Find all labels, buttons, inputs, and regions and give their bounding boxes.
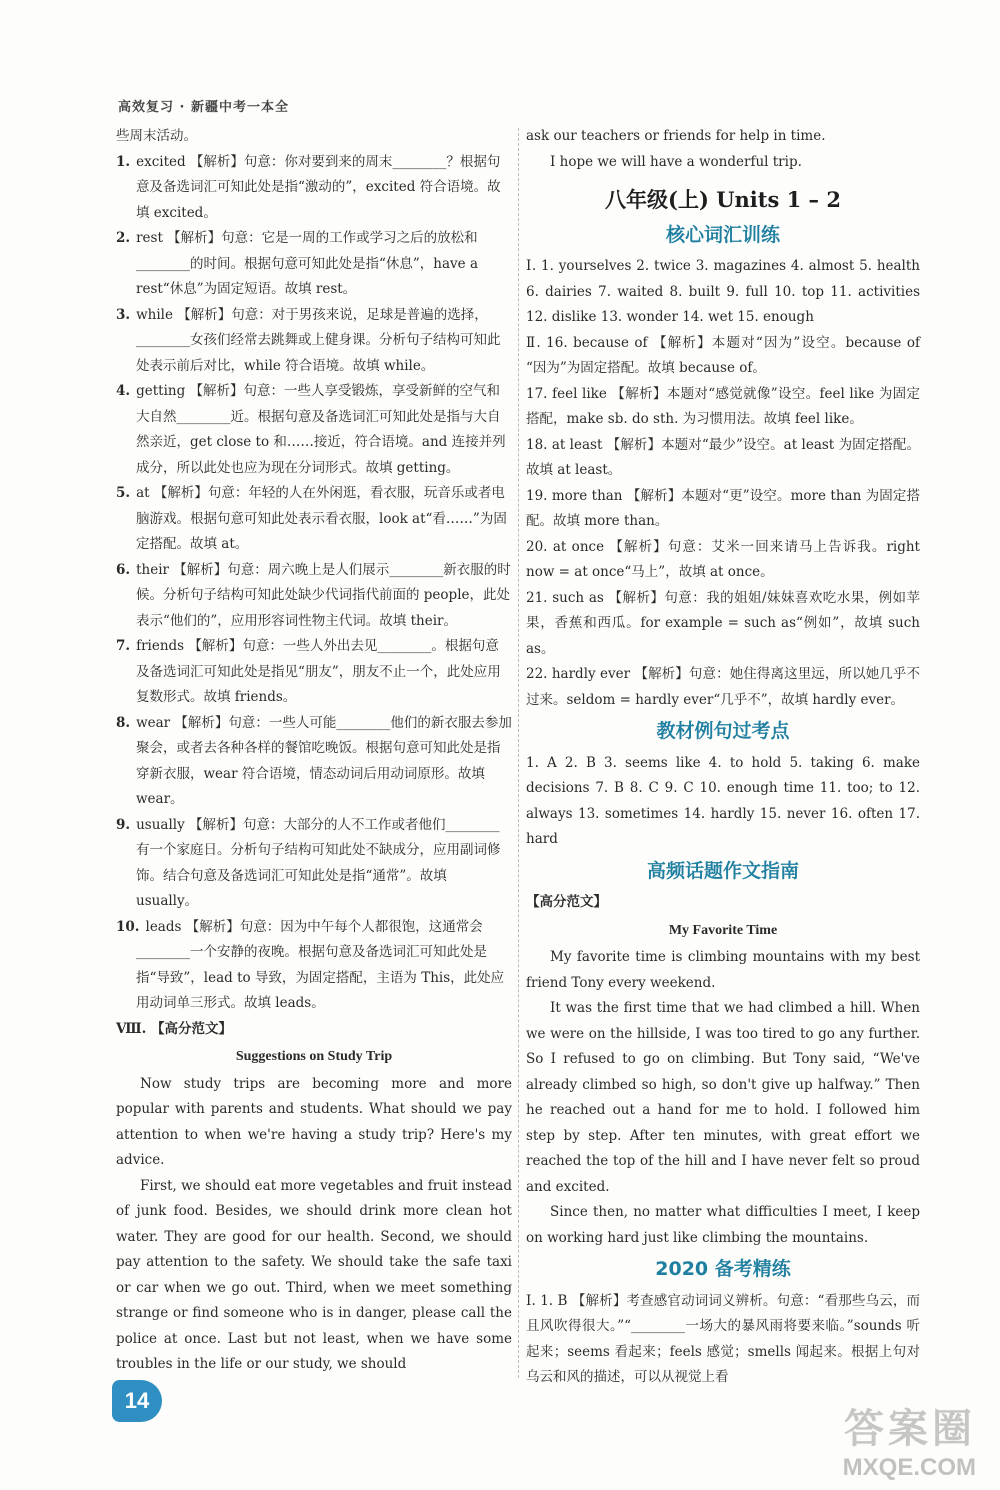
textbook-answers: 1. A 2. B 3. seems like 4. to hold 5. taking 6. make decisions 7. B 8. C 9. C 10. enough time 11. too; to 12. always 13. sometimes 14. hardly 15. never 16. often 17. hard: [526, 754, 920, 847]
essay-paragraph: Now study trips are becoming more and more popular with parents and students. What should we pay attention to when we're having a study trip? Here's my advice.: [116, 1075, 512, 1168]
intro-line: 些周末活动。: [116, 128, 197, 144]
vocab-item: 18. at least 【解析】本题对“最少”设空。at least 为固定搭配。故填 at least。: [526, 436, 920, 478]
watermark-logo: 答案圈: [844, 1407, 976, 1451]
answer-item-4: 4. getting 【解析】句意：一些人享受锻炼，享受新鲜的空气和大自然________近。根据句意及备选词汇可知此处是指与大自然亲近，get close to 和……接近，符合语境。and 连接并列成分，所以此处也应为现在分词形式。故填 getting。: [116, 383, 506, 476]
essay-paragraph: First, we should eat more vegetables and fruit instead of junk food. Besides, we should drink more clean hot water. They are good for our health. Second, we should pay attention to the safety. We should take the safe taxi or car when we go out. Third, when we meet something strange or find someone who is in danger, please call the police at once. Last but not least, when we have some troubles in the life or our study, we should: [116, 1177, 512, 1372]
essay-paragraph: It was the first time that we had climbed a hill. When we were on the hillside, I was too tired to go any further. So I refused to go on climbing. But Tony said, “We've already climbed so high, so don't give up halfway.” Then he reached out a hand for me to hold. I followed him step by step. After ten minutes, with great effort we reached the top of the hill and I have never felt so proud and excited.: [526, 1000, 920, 1195]
vocab-item: 19. more than 【解析】本题对“更”设空。more than 为固定搭配。故填 more than。: [526, 487, 920, 529]
answer-list: [116, 150, 512, 1017]
column-divider: [518, 128, 520, 1378]
vocab-item: 17. feel like 【解析】本题对“感觉就像”设空。feel like 为固定搭配，make sb. do sth. 为习惯用法。故填 feel like。: [526, 385, 920, 427]
essay-paragraph: Since then, no matter what difficulties I meet, I keep on working hard just like climbing the mountains.: [526, 1204, 920, 1246]
vocab-answers-part1: Ⅰ. 1. yourselves 2. twice 3. magazines 4. almost 5. health 6. dairies 7. waited 8. built 9. full 10. top 11. activities 12. dislike 13. wonder 14. wet 15. enough: [526, 258, 920, 325]
section-8-label: Ⅷ. 【高分范文】: [116, 1020, 233, 1037]
answer-item-10: 10. leads 【解析】句意：因为中午每个人都很饱，这通常会________一个安静的夜晚。根据句意及备选词汇可知此处是指“导致”，lead to 导致，为固定搭配，主语为 This，此处应用动词单三形式。故填 leads。: [116, 918, 505, 1011]
essay-title-favorite-time: My Favorite Time: [668, 922, 778, 938]
prep-heading: 2020 备考精练: [655, 1258, 791, 1280]
answer-item-9: 9. usually 【解析】句意：大部分的人不工作或者他们________有一个家庭日。分析句子结构可知此处不缺成分，应用副词修饰。结合句意及备选词汇可知此处是指“通常”。故填 usually。: [116, 816, 501, 909]
vocab-heading: 核心词汇训练: [665, 223, 780, 246]
right-column: [526, 124, 920, 1391]
answer-item-1: 1. excited 【解析】句意：你对要到来的周末________？根据句意及备选词汇可知此处是指“激动的”，excited 符合语境。故填 excited。: [116, 153, 501, 221]
answer-item-2: 2. rest 【解析】句意：它是一周的工作或学习之后的放松和________的时间。根据句意可知此处是指“休息”，have a rest“休息”为固定短语。故填 rest。: [116, 230, 479, 297]
answer-item-7: 7. friends 【解析】句意：一些人外出去见________。根据句意及备选词汇可知此处是指见“朋友”，朋友不止一个，此处应用复数形式。故填 friends。: [116, 638, 501, 705]
vocab-item: 21. such as 【解析】句意：我的姐姐/妹妹喜欢吃水果，例如苹果，香蕉和西瓜。for example = such as“例如”，故填 such as。: [526, 589, 920, 657]
writing-heading: 高频话题作文指南: [646, 859, 799, 882]
answer-item-8: 8. wear 【解析】句意：一些人可能________他们的新衣服去参加聚会，或者去各种各样的餐馆吃晚饭。根据句意可知此处是指穿新衣服，wear 符合语境，情态动词后用动词原形。故填 wear。: [116, 714, 512, 807]
vocab-item: Ⅱ. 16. because of 【解析】本题对“因为”设空。because of “因为”为固定搭配。故填 because of。: [526, 334, 920, 376]
answer-item-5: 5. at 【解析】句意：年轻的人在外闲逛，看衣服，玩音乐或者电脑游戏。根据句意可知此处表示看衣服，look at“看……”为固定搭配。故填 at。: [116, 485, 507, 552]
answer-item-3: 3. while 【解析】句意：对于男孩来说，足球是普遍的选择，________女孩们经常去跳舞或上健身课。分析句子结构可知此处表示前后对比，while 符合语境。故填 while。: [116, 306, 501, 374]
unit-section-title: 八年级(上) Units 1 – 2: [605, 187, 841, 212]
essay-paragraph: My favorite time is climbing mountains with my best friend Tony every weekend.: [526, 949, 920, 991]
essay-title-study-trip: Suggestions on Study Trip: [235, 1049, 393, 1064]
vocab-item: 20. at once 【解析】句意：艾米一回来请马上告诉我。right now = at once“马上”，故填 at once。: [526, 538, 920, 580]
answer-item-6: 6. their 【解析】句意：周六晚上是人们展示________新衣服的时候。分析句子结构可知此处缺少代词指代前面的 people，此处表示“他们的”，应用形容词性物主代词。故填 their。: [116, 561, 511, 629]
model-essay-label: 【高分范文】: [526, 894, 607, 910]
essay-continuation: ask our teachers or friends for help in time.: [526, 128, 826, 144]
page-number-badge: 14: [112, 1380, 162, 1422]
prep-item: Ⅰ. 1. B 【解析】考查感官动词词义辨析。句意：“看那些乌云，而且风吹得很大。”“________一场大的暴风雨将要来临。”sounds 听起来；seems 看起来；feels 感觉；smells 闻起来。根据上句对乌云和风的描述，可以从视觉上看: [526, 1292, 920, 1385]
left-column: [116, 124, 512, 1378]
textbook-heading: 教材例句过考点: [656, 720, 790, 742]
running-header: 高效复习 · 新疆中考一本全: [118, 100, 289, 115]
essay-closing: I hope we will have a wonderful trip.: [550, 153, 802, 170]
watermark-url: MXQE.COM: [842, 1454, 976, 1481]
watermark: [843, 1397, 976, 1482]
vocab-item: 22. hardly ever 【解析】句意：她住得离这里远，所以她几乎不过来。seldom = hardly ever“几乎不”，故填 hardly ever。: [526, 666, 920, 708]
